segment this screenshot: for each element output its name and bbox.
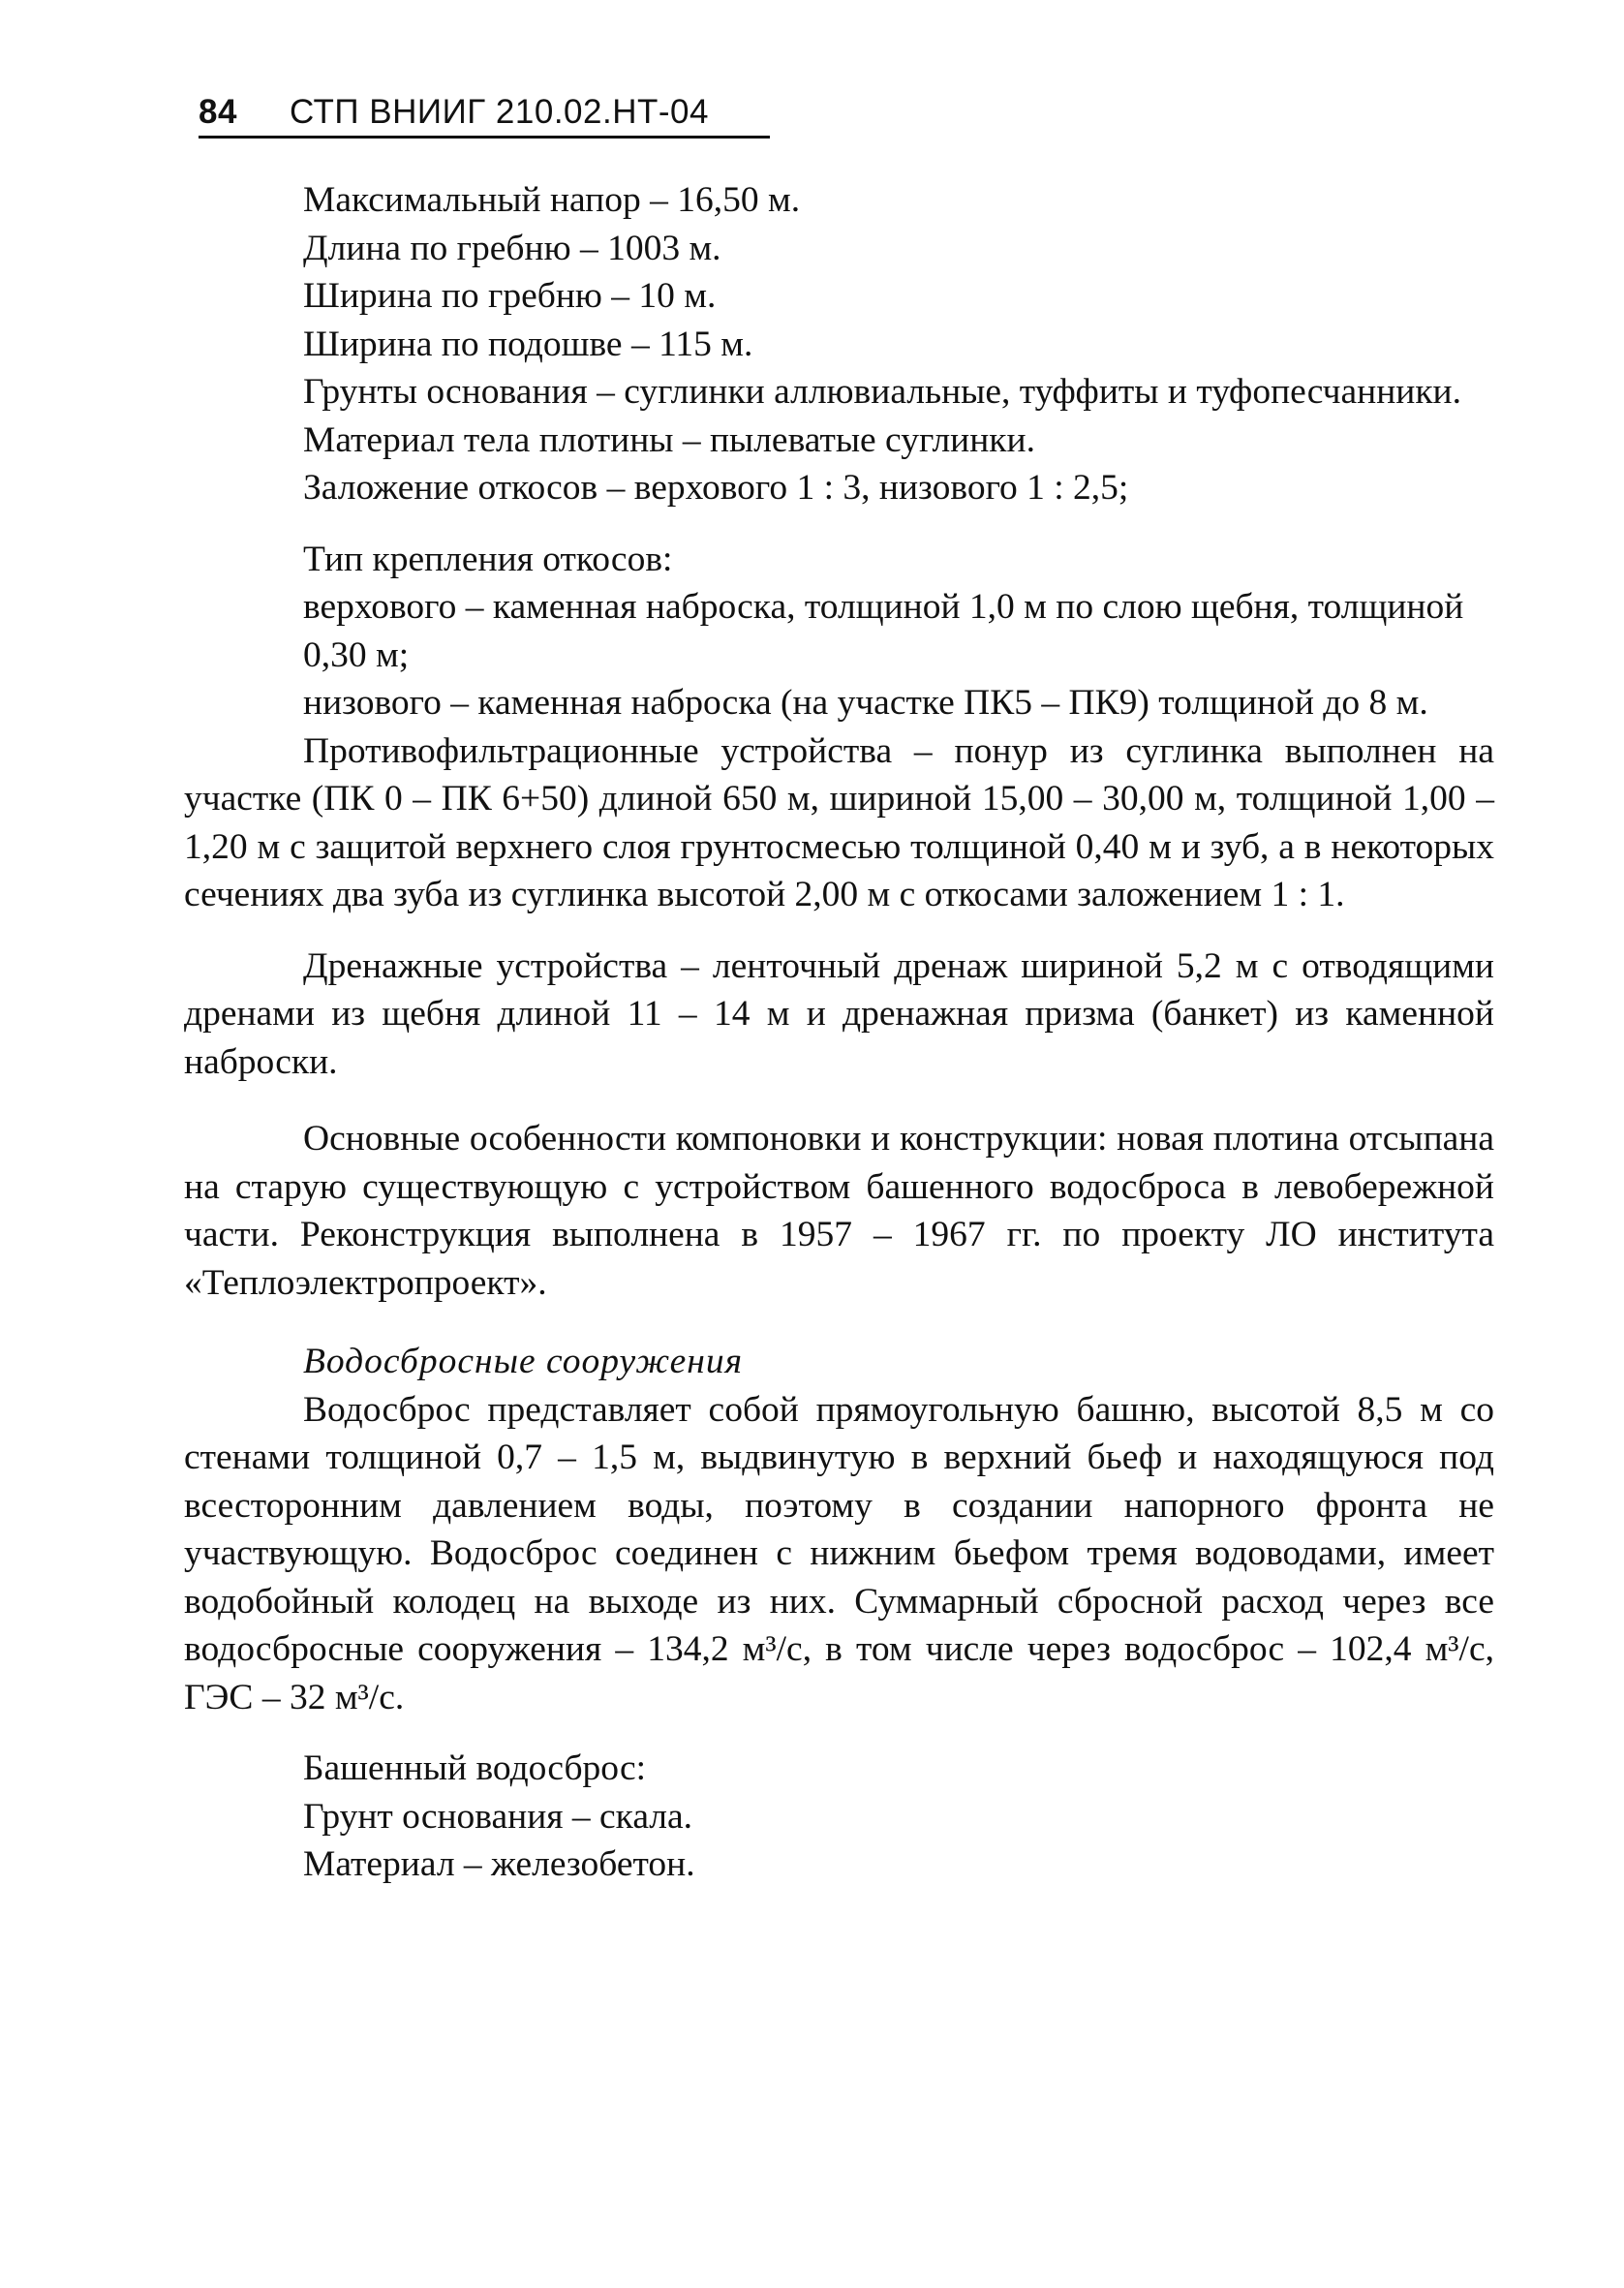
slope-protection-title: Тип крепления откосов: bbox=[303, 539, 673, 579]
dam-max-head: Максимальный напор – 16,50 м. bbox=[303, 180, 801, 220]
tower-spillway-material: Материал – железобетон. bbox=[303, 1844, 695, 1884]
dam-body-material: Материал тела плотины – пылеватые суглинки. bbox=[303, 419, 1035, 460]
dam-crest-length: Длина по гребню – 1003 м. bbox=[303, 228, 721, 268]
anti-filtration-paragraph: Противофильтрационные устройства – понур из суглинка выполнен на участке (ПК 0 – ПК 6+50) длиной 650 м, шириной 15,00 – 30,00 м, толщиной 1,00 – 1,20 м с защитой верхнего слоя грунтосмесью толщиной 0,40 м и зуб, а в некоторых сечениях два зуба из суглинка высотой 2,00 м с откосами заложением 1 : 1. bbox=[184, 730, 1494, 914]
dam-base-width: Ширина по подошве – 115 м. bbox=[303, 324, 753, 364]
page-body bbox=[184, 176, 1494, 1889]
drainage-paragraph: Дренажные устройства – ленточный дренаж шириной 5,2 м с отводящими дренами из щебня длиной 11 – 14 м и дренажная призма (банкет) из каменной наброски. bbox=[184, 945, 1494, 1082]
document-code: СТП ВНИИГ 210.02.НТ-04 bbox=[289, 93, 709, 131]
tower-spillway-title: Башенный водосброс: bbox=[303, 1748, 647, 1788]
spillway-description: Водосброс представляет собой прямоугольную башню, высотой 8,5 м со стенами толщиной 0,7 – 1,5 м, выдвинутую в верхний бьеф и находящуюся под всесторонним давлением воды, поэтому в создании напорного фронта не участвующую. Водосброс соединен с нижним бьефом тремя водоводами, имеет водобойный колодец на выходе из них. Суммарный сбросной расход через все водосбросные сооружения – 134,2 м³/с, в том числе через водосброс – 102,4 м³/с, ГЭС – 32 м³/с. bbox=[184, 1389, 1494, 1717]
tower-spillway-foundation: Грунт основания – скала. bbox=[303, 1796, 693, 1837]
spillway-section-heading: Водосбросные сооружения bbox=[303, 1342, 744, 1381]
layout-features-paragraph: Основные особенности компоновки и конструкции: новая плотина отсыпана на старую существующую с устройством башенного водосброса в левобережной части. Реконструкция выполнена в 1957 – 1967 гг. по проекту ЛО института «Теплоэлектропроект». bbox=[184, 1119, 1494, 1303]
page-number: 84 bbox=[199, 93, 237, 131]
dam-crest-width: Ширина по гребню – 10 м. bbox=[303, 276, 717, 316]
slope-protection-upstream: верхового – каменная наброска, толщиной 1,0 м по слою щебня, толщиной 0,30 м; bbox=[303, 587, 1464, 675]
page-header bbox=[199, 93, 770, 139]
dam-foundation-soils: Грунты основания – суглинки аллювиальные, туффиты и туфопесчанники. bbox=[303, 372, 1461, 412]
slope-protection-downstream: низового – каменная наброска (на участке ПК5 – ПК9) толщиной до 8 м. bbox=[303, 683, 1428, 723]
dam-slopes: Заложение откосов – верхового 1 : 3, низового 1 : 2,5; bbox=[303, 468, 1129, 508]
